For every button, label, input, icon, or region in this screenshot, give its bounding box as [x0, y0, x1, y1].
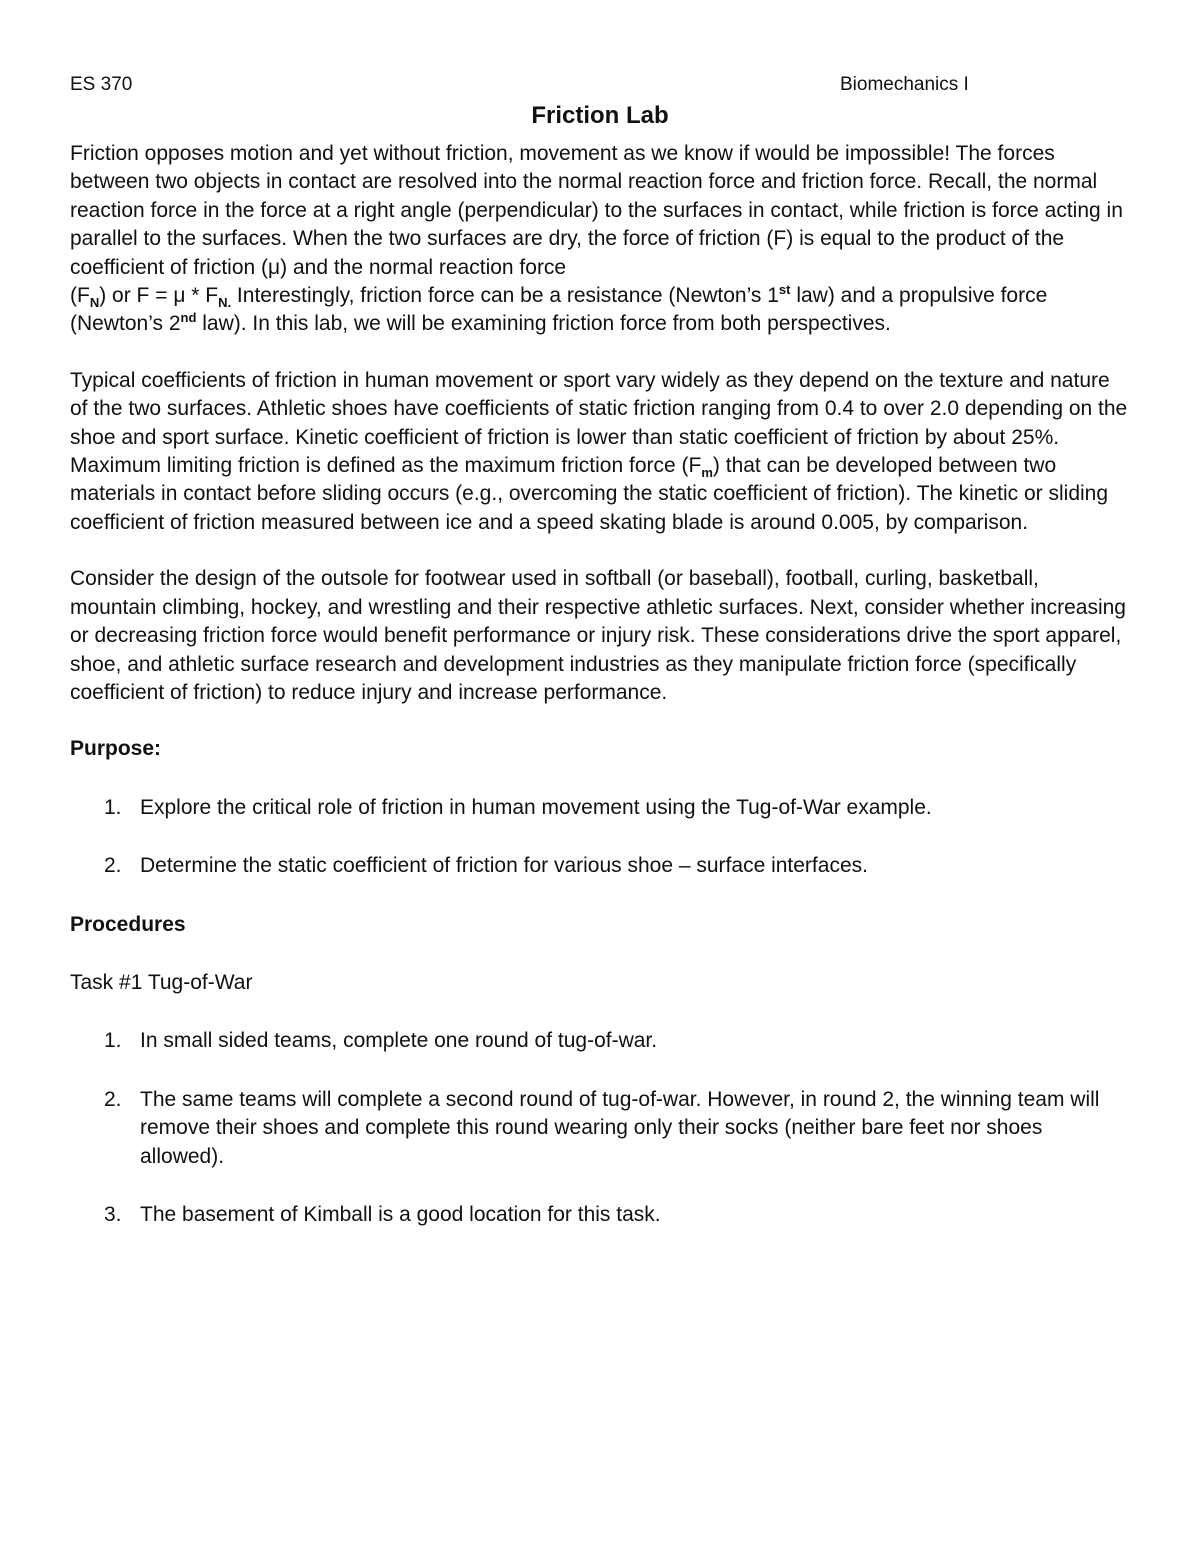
list-item: 1. In small sided teams, complete one round of tug-of-war. — [104, 1029, 658, 1053]
intro-paragraph-2: Typical coefficients of friction in human movement or sport vary widely as they depend on the texture and nature of the two surfaces. Athletic shoes have coefficients of static friction ranging from 0.4 to over 2.0 depending on the shoe and sport surface. Kinetic coefficient of friction is lower than static coefficient of friction by about 25%. Maximum limiting friction is defined as the maximum friction force $(F_m)$ that can be developed between two materials in contact before sliding occurs (e.g., overcoming the static coefficient of friction). The kinetic or sliding coefficient of friction measured between ice and a speed skating blade is around 0.005, by comparison. — [70, 368, 1128, 534]
list-item: 2. The same teams will complete a second round of tug-of-war. However, in round 2, the winning team will remove their shoes and complete this round wearing only their socks (neither bare feet nor shoes allowed). — [104, 1087, 1100, 1168]
list-item: 1. Explore the critical role of friction in human movement using the Tug-of-War example. — [104, 795, 932, 819]
list-item: 3. The basement of Kimball is a good location for this task. — [104, 1202, 661, 1226]
procedures-heading: Procedures — [70, 912, 186, 936]
procedures-list — [70, 1027, 1130, 1229]
course-code: ES 370 — [70, 74, 133, 95]
purpose-heading: Purpose: — [70, 737, 162, 761]
document-title: Friction Lab — [531, 102, 669, 129]
course-subject: Biomechanics I — [840, 74, 969, 95]
purpose-list — [70, 794, 1130, 881]
page-header — [70, 70, 1130, 98]
intro-p1-text: Friction opposes motion and yet without friction, movement as we know if would be impossible! The forces between two objects in contact are resolved into the normal reaction force and friction force. Recall, the normal reaction force in the force at a right angle (perpendicular) to the surfaces in contact, while friction is force acting in parallel to the surfaces. When the two surfaces are dry, the force of friction (F) is equal to the product of the coefficient of friction (μ) and the normal reaction force — [70, 142, 1123, 279]
intro-paragraph-3: Consider the design of the outsole for footwear used in softball (or baseball), football, curling, basketball, mountain climbing, hockey, and wrestling and their respective athletic surfaces. Next, consider whether increasing or decreasing friction force would benefit performance or injury risk. These considerations drive the sport apparel, shoe, and athletic surface research and development industries as they manipulate friction force (specifically coefficient of friction) to reduce injury and increase performance. — [70, 567, 1126, 704]
list-item: 2. Determine the static coefficient of friction for various shoe – surface interfaces. — [104, 854, 868, 878]
document-page — [70, 70, 1130, 1259]
intro-paragraph-1: Friction opposes motion and yet without friction, movement as we know if would be impossible! The forces between two objects in contact are resolved into the normal reaction force and friction force. Recall, the normal reaction force in the force at a right angle (perpendicular) to the surfaces in contact, while friction is force acting in parallel to the surfaces. When the two surfaces are dry, the force of friction (F) is equal to the product of the coefficient of friction (μ) and the normal reaction force $(F_N)$ or $F = \mu * F_{N.}$ Interestingly, friction force can be a resistance (Newton’s 1st law) and a propulsive force (Newton’s 2nd law). In this lab, we will be examining friction force from both perspectives. — [70, 142, 1123, 336]
task-title: Task #1 Tug-of-War — [70, 970, 253, 994]
